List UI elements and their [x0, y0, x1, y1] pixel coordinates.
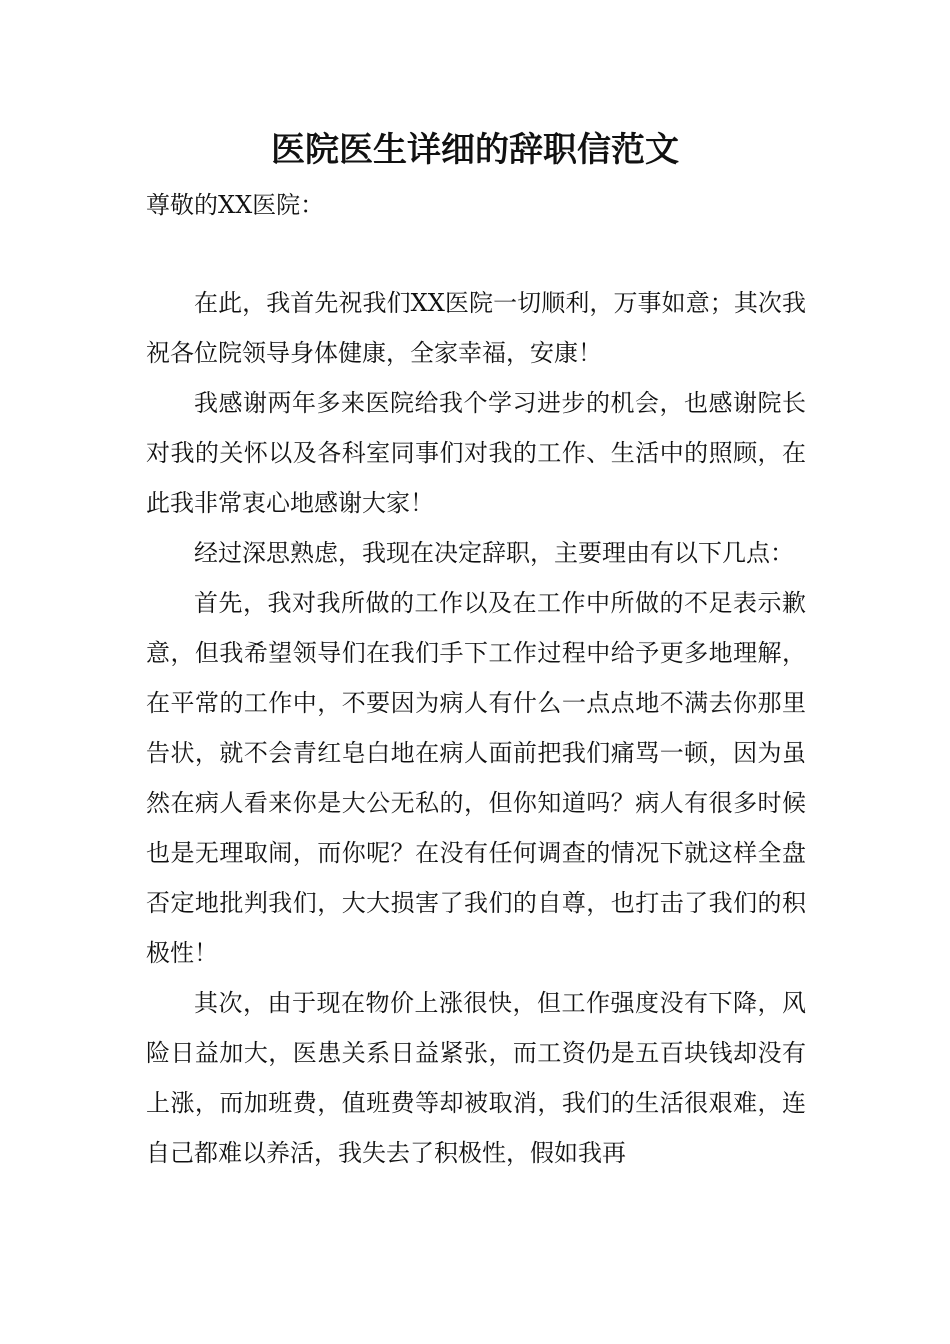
paragraph-reason-second: 其次，由于现在物价上涨很快，但工作强度没有下降，风险日益加大，医患关系日益紧张，而工资仍是五百块钱却没有上涨，而加班费，值班费等却被取消，我们的生活很艰难，连自己都难以养活，我失去了积极性，假如我再: [146, 989, 806, 1167]
paragraph-greeting: 在此，我首先祝我们XX医院一切顺利，万事如意；其次我祝各位院领导身体健康，全家幸福，安康！: [146, 289, 806, 367]
paragraph-thanks: 我感谢两年多来医院给我个学习进步的机会，也感谢院长对我的关怀以及各科室同事们对我的工作、生活中的照顾，在此我非常衷心地感谢大家！: [146, 389, 806, 517]
salutation: 尊敬的XX医院：: [146, 191, 325, 219]
paragraph-reason-first: 首先，我对我所做的工作以及在工作中所做的不足表示歉意，但我希望领导们在我们手下工作过程中给予更多地理解，在平常的工作中，不要因为病人有什么一点点地不满去你那里告状，就不会青红皂白地在病人面前把我们痛骂一顿，因为虽然在病人看来你是大公无私的，但你知道吗？病人有很多时候也是无理取闹，而你呢？在没有任何调查的情况下就这样全盘否定地批判我们，大大损害了我们的自尊，也打击了我们的积极性！: [146, 589, 806, 967]
paragraph-decision: 经过深思熟虑，我现在决定辞职，主要理由有以下几点：: [194, 539, 794, 567]
letter-body: [146, 180, 806, 1178]
document-title: 医院医生详细的辞职信范文: [271, 130, 679, 170]
